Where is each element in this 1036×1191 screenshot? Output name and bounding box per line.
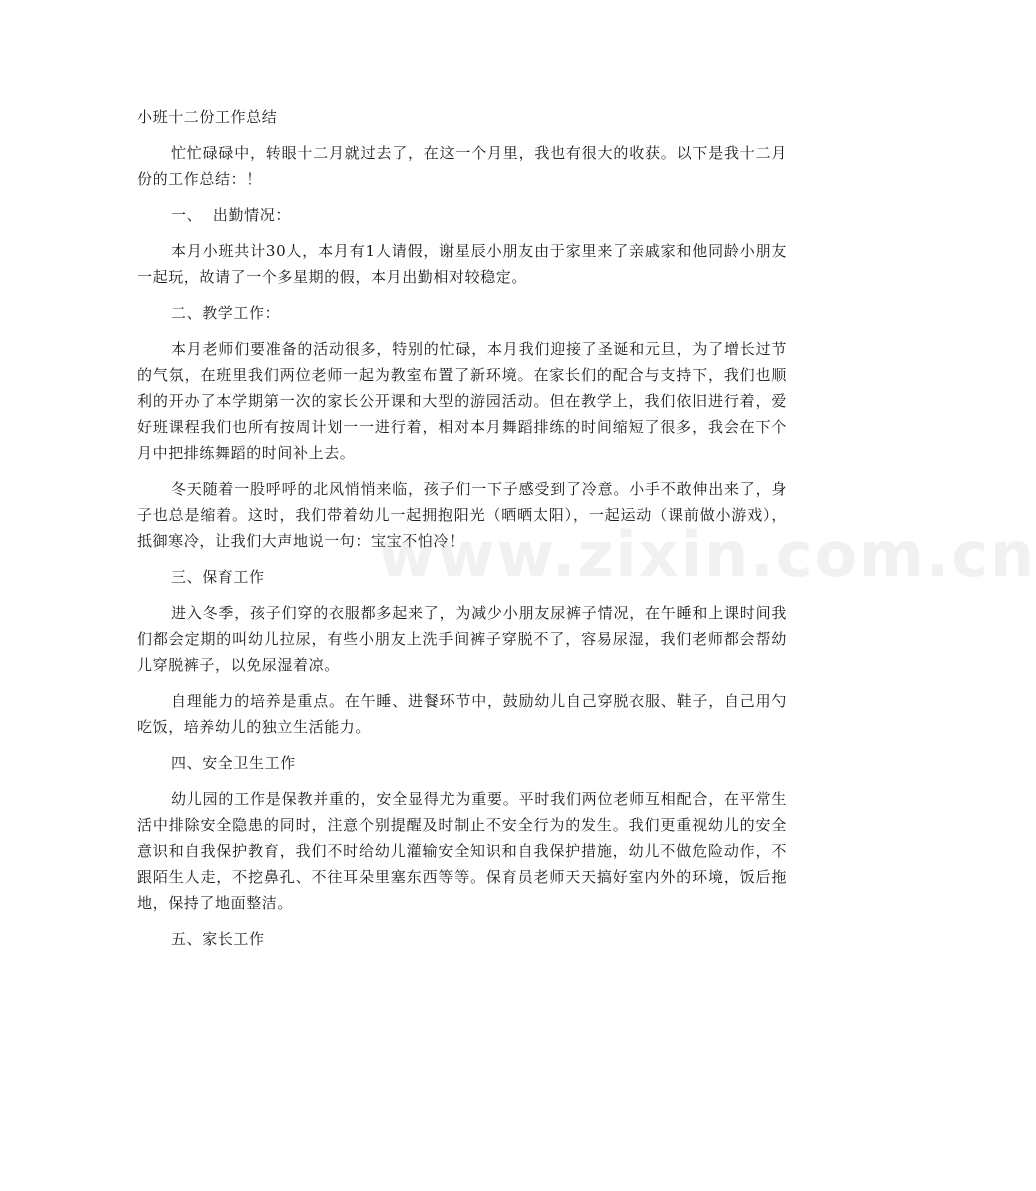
section-heading-attendance: 一、 出勤情况：: [171, 206, 291, 224]
document-body: [137, 104, 787, 962]
safety-paragraph: 幼儿园的工作是保教并重的，安全显得尤为重要。平时我们两位老师互相配合，在平常生活中排除安全隐患的同时，注意个别提醒及时制止不安全行为的发生。我们更重视幼儿的安全意识和自我保护教育，我们不时给幼儿灌输安全知识和自我保护措施，幼儿不做危险动作，不跟陌生人走，不挖鼻孔、不往耳朵里塞东西等等。保育员老师天天搞好室内外的环境，饭后拖地，保持了地面整洁。: [137, 790, 787, 912]
self-care-paragraph: 自理能力的培养是重点。在午睡、进餐环节中，鼓励幼儿自己穿脱衣服、鞋子，自己用勺吃饭，培养幼儿的独立生活能力。: [137, 692, 787, 736]
intro-paragraph: 忙忙碌碌中，转眼十二月就过去了，在这一个月里，我也有很大的收获。以下是我十二月份的工作总结：！: [137, 144, 787, 188]
teaching-paragraph: 本月老师们要准备的活动很多，特别的忙碌，本月我们迎接了圣诞和元旦，为了增长过节的气氛，在班里我们两位老师一起为教室布置了新环境。在家长们的配合与支持下，我们也顺利的开办了本学期第一次的家长公开课和大型的游园活动。但在教学上，我们依旧进行着，爱好班课程我们也所有按周计划一一进行着，相对本月舞蹈排练的时间缩短了很多，我会在下个月中把排练舞蹈的时间补上去。: [137, 340, 787, 462]
section-heading-safety: 四、安全卫生工作: [171, 754, 296, 772]
winter-paragraph: 冬天随着一股呼呼的北风悄悄来临，孩子们一下子感受到了冷意。小手不敢伸出来了，身子也总是缩着。这时，我们带着幼儿一起拥抱阳光（晒晒太阳），一起运动（课前做小游戏），抵御寒冷，让我们大声地说一句：宝宝不怕冷！: [137, 480, 787, 550]
site-watermark: www.zixin.com.cn: [378, 518, 1036, 591]
section-heading-care: 三、保育工作: [171, 568, 265, 586]
section-heading-parents: 五、家长工作: [171, 930, 265, 948]
attendance-paragraph: 本月小班共计30人，本月有1人请假，谢星辰小朋友由于家里来了亲戚家和他同龄小朋友一起玩，故请了一个多星期的假，本月出勤相对较稳定。: [137, 242, 787, 286]
section-heading-teaching: 二、教学工作：: [171, 304, 281, 322]
care-paragraph: 进入冬季，孩子们穿的衣服都多起来了，为减少小朋友尿裤子情况，在午睡和上课时间我们都会定期的叫幼儿拉尿，有些小朋友上洗手间裤子穿脱不了，容易尿湿，我们老师都会帮幼儿穿脱裤子，以免尿湿着凉。: [137, 604, 787, 674]
document-title: 小班十二份工作总结: [137, 108, 278, 126]
